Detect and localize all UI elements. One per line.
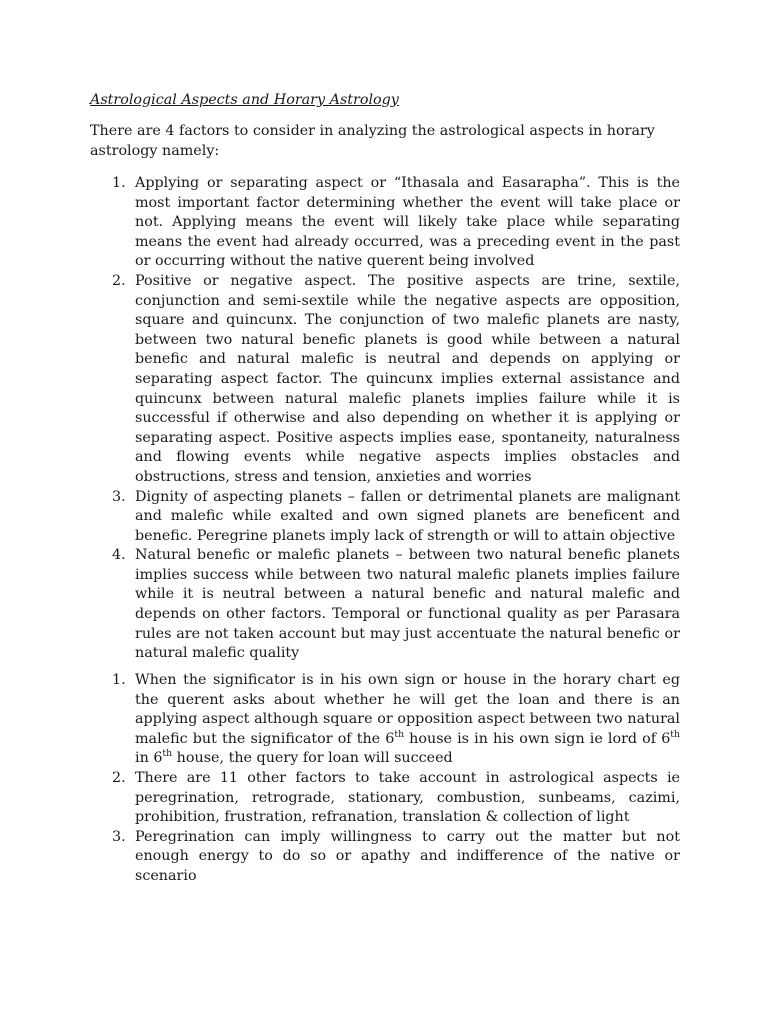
list-item (90, 272, 680, 488)
list-item (90, 828, 680, 887)
list-item-text: Positive or negative aspect. The positive aspects are trine, sextile, conjunction and semi-sextile while the negative aspects are opposition, square and quincunx. The conjunction of two malefic planets are nasty, between two natural benefic planets is good while between a natural benefic and natural malefic is neutral and depends on applying or separating aspect factor. The quincunx implies external assistance and quincunx between natural malefic planets implies failure while it is successful if otherwise and also depending on whether it is applying or separating aspect. Positive aspects implies ease, spontaneity, naturalness and flowing events while negative aspects implies obstacles and obstructions, stress and tension, anxieties and worries (135, 272, 680, 485)
list-number: 1. (112, 175, 126, 191)
list-number: 1. (112, 672, 126, 688)
list-item-text: When the significator is in his own sign or house in the horary chart eg the querent asks about whether he will get the loan and there is an applying aspect although square or opposition aspect between two natural malefic but the significator of the 6th house is in his own sign ie lord of 6th in 6th house, the query for loan will succeed (135, 672, 681, 767)
list-item (90, 488, 680, 547)
notes-list (90, 671, 680, 887)
list-item-text: Peregrination can imply willingness to carry out the matter but not enough energy to do so or apathy and indifference of the native or scenario (135, 828, 680, 884)
list-item-text: Dignity of aspecting planets – fallen or detrimental planets are malignant and malefic while exalted and own signed planets are beneficent and benefic. Peregrine planets imply lack of strength or will to attain objective (135, 488, 680, 544)
list-item (90, 174, 680, 272)
list-item (90, 671, 680, 769)
list-number: 2. (112, 769, 126, 786)
list-item-text: Natural benefic or malefic planets – between two natural benefic planets implies success while between two natural malefic planets implies failure while it is neutral between a natural benefic and natural malefic and depends on other factors. Temporal or functional quality as per Parasara rules are not taken account but may just accentuate the natural benefic or natural malefic quality (135, 547, 680, 662)
list-item (90, 546, 680, 664)
list-number: 4. (112, 547, 126, 564)
list-number: 3. (112, 488, 126, 505)
list-item-text: Applying or separating aspect or “Ithasala and Easarapha”. This is the most important factor determining whether the event will take place or not. Applying means the event will likely take place while separating means the event had already occurred, was a preceding event in the past or occurring without the native querent being involved (135, 175, 680, 270)
factors-list (90, 174, 680, 664)
list-number: 3. (112, 828, 126, 845)
list-item (90, 769, 680, 828)
list-number: 2. (112, 272, 126, 289)
list-item-text: There are 11 other factors to take account in astrological aspects ie peregrination, retrograde, stationary, combustion, sunbeams, cazimi, prohibition, frustration, refranation, translation & collection of light (135, 769, 680, 826)
intro-paragraph: There are 4 factors to consider in analyzing the astrological aspects in horary astrology namely: (90, 123, 655, 159)
document-title: Astrological Aspects and Horary Astrology (90, 92, 399, 108)
